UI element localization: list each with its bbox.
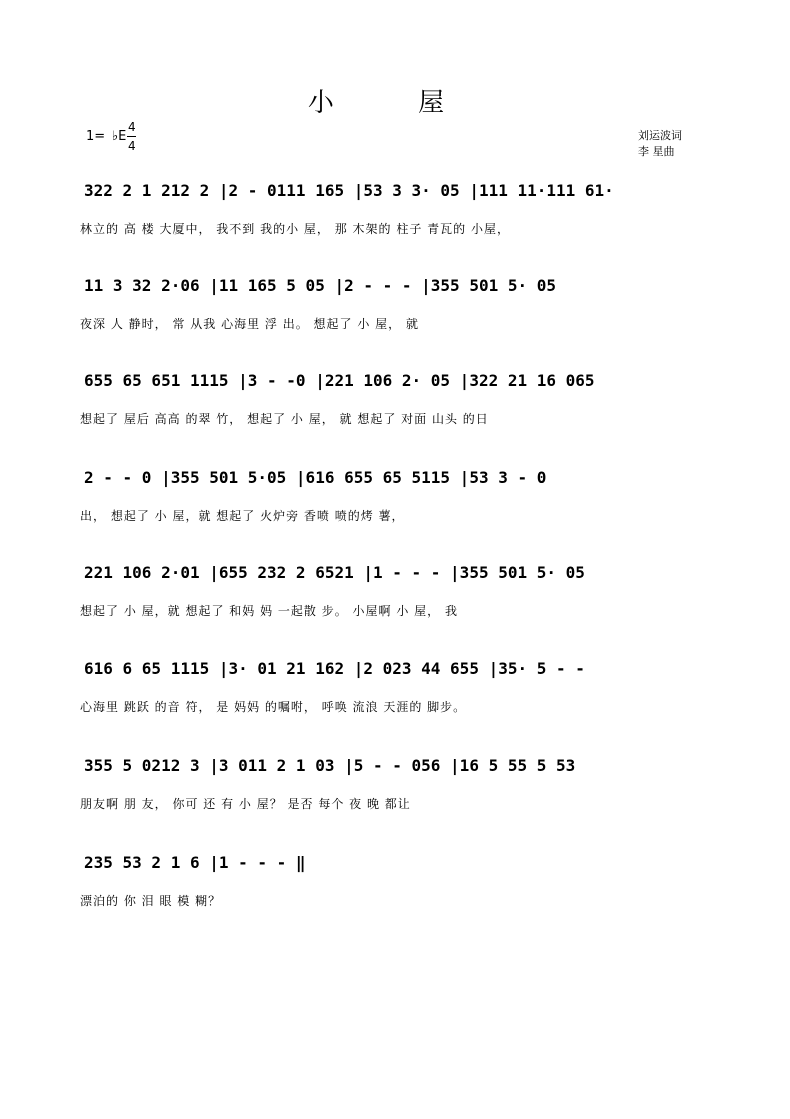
lyrics-line: 出， 想起了 小 屋，就 想起了 火炉旁 香喷 喷的烤 薯， (80, 509, 405, 523)
lyrics-line: 想起了 小 屋，就 想起了 和妈 妈 一起散 步。 小屋啊 小 屋， 我 (80, 604, 458, 618)
notation-line (80, 852, 740, 880)
lyrics-line: 心海里 跳跃 的音 符， 是 妈妈 的嘱咐， 呼唤 流浪 天涯的 脚步。 (80, 700, 467, 714)
score-system-4 (80, 467, 740, 537)
time-signature-bottom: 4 (128, 139, 136, 153)
key-signature (86, 121, 166, 157)
notes: 322 2 1 212 2 |2 - 0111 165 |53 3 3· 05 |111 11·111 61· (84, 181, 614, 200)
lyrics-line: 夜深 人 静时， 常 从我 心海里 浮 出。 想起了 小 屋， 就 (80, 317, 419, 331)
time-signature-line (127, 136, 136, 137)
score-system-7 (80, 755, 740, 825)
score-system-6 (80, 658, 740, 728)
lyrics-line: 林立的 高 楼 大厦中， 我不到 我的小 屋， 那 木架的 柱子 青瓦的 小屋， (80, 222, 510, 236)
lyrics-line: 漂泊的 你 泪 眼 模 糊？ (80, 894, 222, 908)
notation-line (80, 562, 740, 590)
key-note: E (118, 129, 127, 144)
notes: 235 53 2 1 6 |1 - - - ‖ (84, 853, 306, 872)
notes: 355 5 0212 3 |3 011 2 1 03 |5 - - 056 |16 5 55 5 53 (84, 756, 576, 775)
score-system-1 (80, 180, 740, 250)
notation-line (80, 467, 740, 495)
notes: 655 65 651 1115 |3 - -0 |221 106 2· 05 |322 21 16 065 (84, 371, 595, 390)
notation-line (80, 180, 740, 208)
composer-credit: 李 星曲 (638, 145, 675, 158)
notation-line (80, 275, 740, 303)
score-system-2 (80, 275, 740, 345)
notes: 2 - - 0 |355 501 5·05 |616 655 65 5115 |53 3 - 0 (84, 468, 547, 487)
lyrics-line: 想起了 屋后 高高 的翠 竹， 想起了 小 屋， 就 想起了 对面 山头 的日 (80, 412, 489, 426)
notes: 221 106 2·01 |655 232 2 6521 |1 - - - |355 501 5· 05 (84, 563, 585, 582)
score-system-8 (80, 852, 740, 922)
key-prefix: 1= (86, 129, 106, 144)
notes: 11 3 32 2·06 |11 165 5 05 |2 - - - |355 501 5· 05 (84, 276, 557, 295)
key-flat: ♭ (112, 129, 119, 144)
time-signature-top: 4 (128, 120, 136, 134)
lyricist-credit: 刘运波词 (638, 129, 682, 142)
notation-line (80, 370, 740, 398)
score-system-5 (80, 562, 740, 632)
song-title: 小 屋 (307, 88, 483, 118)
flat-icon (112, 129, 126, 144)
notes: 616 6 65 1115 |3· 01 21 162 |2 023 44 655 |35· 5 - - (84, 659, 585, 678)
credits (638, 128, 682, 160)
notation-line (80, 755, 740, 783)
notation-line (80, 658, 740, 686)
score-system-3 (80, 370, 740, 440)
lyrics-line: 朋友啊 朋 友， 你可 还 有 小 屋？ 是否 每个 夜 晚 都让 (80, 797, 411, 811)
